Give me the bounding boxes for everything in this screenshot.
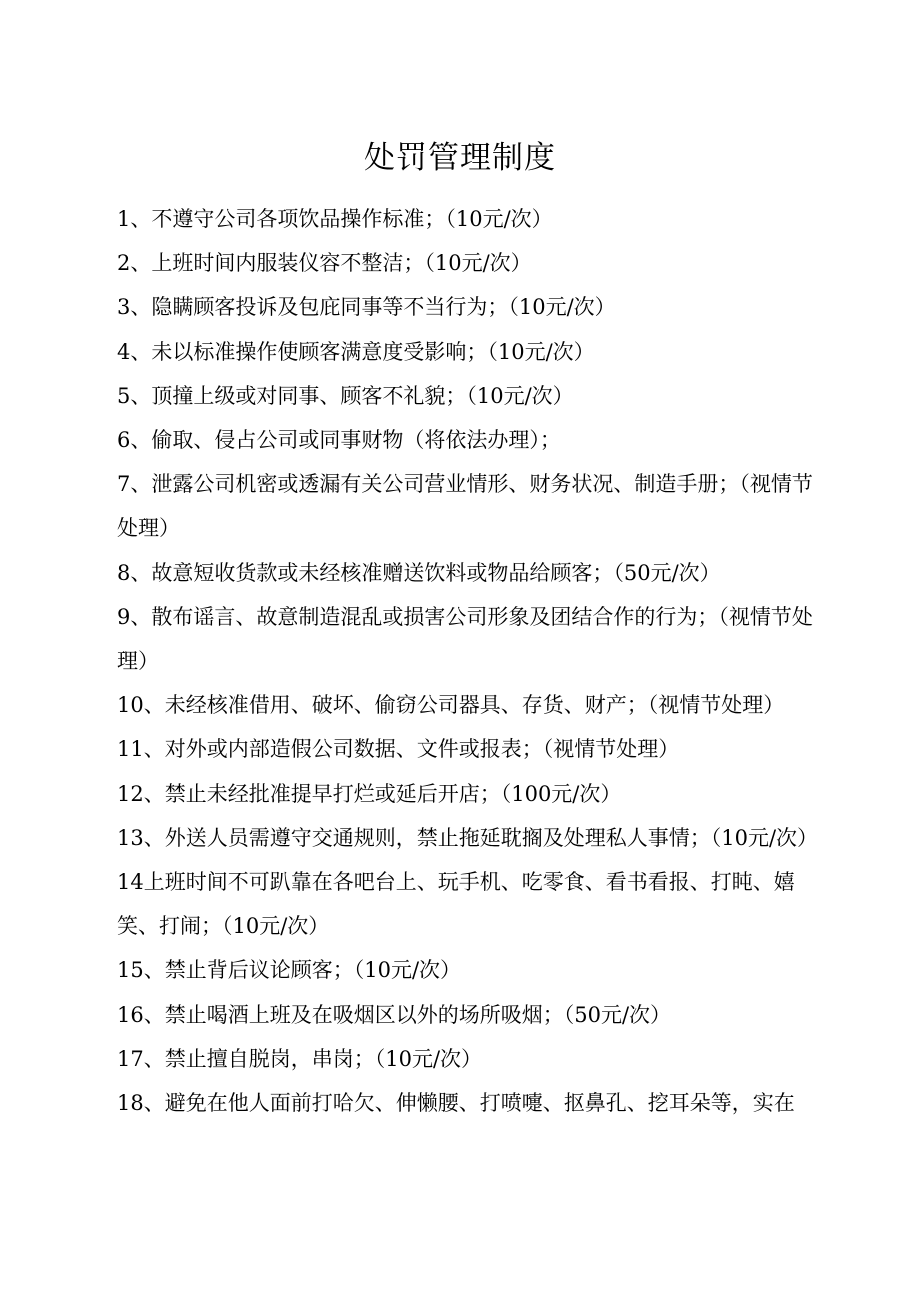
rule-item-4: 4、未以标准操作使顾客满意度受影响；（10元/次）: [117, 339, 595, 364]
rule-item-7: 7、泄露公司机密或透漏有关公司营业情形、财务状况、制造手册；（视情节处理）: [117, 472, 813, 541]
rule-item-5: 5、顶撞上级或对同事、顾客不礼貌；（10元/次）: [117, 383, 574, 408]
rule-item-10: 10、未经核准借用、破坏、偷窃公司器具、存货、财产；（视情节处理）: [117, 693, 785, 718]
rule-item-14: 14上班时间不可趴靠在各吧台上、玩手机、吃零食、看书看报、打盹、嬉笑、打闹；（10元/次）: [117, 870, 795, 939]
penalty-rules-list: [117, 197, 817, 1125]
rule-item-6: 6、偷取、侵占公司或同事财物（将依法办理）；: [117, 428, 561, 453]
rule-item-11: 11、对外或内部造假公司数据、文件或报表；（视情节处理）: [117, 737, 680, 762]
rule-item-1: 1、不遵守公司各项饮品操作标准；（10元/次）: [117, 207, 553, 231]
rule-item-3: 3、隐瞒顾客投诉及包庇同事等不当行为；（10元/次）: [117, 295, 616, 320]
rule-item-13: 13、外送人员需遵守交通规则，禁止拖延耽搁及处理私人事情；（10元/次）: [117, 825, 819, 850]
rule-item-9: 9、散布谣言、故意制造混乱或损害公司形象及团结合作的行为；（视情节处理）: [117, 604, 813, 674]
rule-item-12: 12、禁止未经批准提早打烂或延后开店；（100元/次）: [117, 781, 622, 806]
rule-item-15: 15、禁止背后议论顾客；（10元/次）: [117, 958, 462, 983]
rule-item-8: 8、故意短收货款或未经核准赠送饮料或物品给顾客；（50元/次）: [117, 560, 721, 585]
rule-item-16: 16、禁止喝酒上班及在吸烟区以外的场所吸烟；（50元/次）: [117, 1002, 672, 1027]
rule-item-2: 2、上班时间内服装仪容不整洁；（10元/次）: [117, 251, 532, 276]
page-title: 处罚管理制度: [364, 140, 556, 176]
rule-item-17: 17、禁止擅自脱岗，串岗；（10元/次）: [117, 1046, 483, 1071]
rule-item-18: 18、避免在他人面前打哈欠、伸懒腰、打喷嚏、抠鼻孔、挖耳朵等，实在: [117, 1091, 795, 1116]
